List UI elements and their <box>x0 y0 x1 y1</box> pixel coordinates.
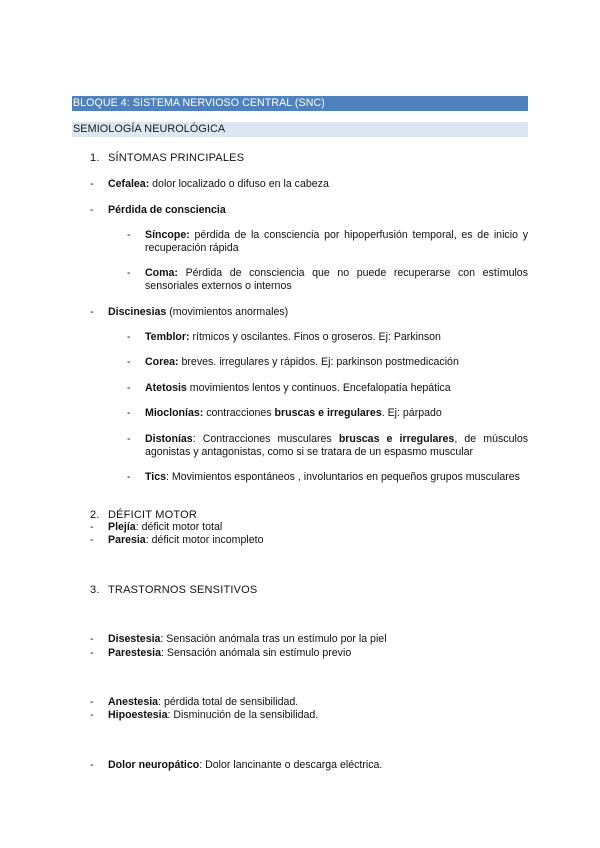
dash-bullet: - <box>90 647 94 659</box>
section-title: SÍNTOMAS PRINCIPALES <box>108 152 245 164</box>
list-item-perdida-consciencia <box>90 204 528 217</box>
dash-bullet: - <box>127 229 131 241</box>
section-number: 2. <box>90 509 100 521</box>
list-item-cefalea <box>90 178 528 191</box>
subheader-band: SEMIOLOGÍA NEUROLÓGICA <box>72 122 528 137</box>
description: : déficit motor total <box>135 521 223 533</box>
emphasis: bruscas e irregulares <box>274 407 382 419</box>
term: Discinesias <box>108 306 167 318</box>
description: , de músculos agonistas y antagonistas, como si se tratara de un espasmo muscular <box>145 433 529 458</box>
section-title: TRASTORNOS SENSITIVOS <box>108 584 258 596</box>
section-number: 3. <box>90 584 100 596</box>
list-item-coma <box>127 267 528 292</box>
term: Corea: <box>145 356 179 368</box>
term: Dolor neuropático <box>108 759 200 771</box>
term: Paresia <box>108 534 146 546</box>
description: : Dolor lancinante o descarga eléctrica. <box>199 759 383 771</box>
header-band: BLOQUE 4: SISTEMA NERVIOSO CENTRAL (SNC) <box>72 96 528 111</box>
section-title: DÉFICIT MOTOR <box>108 509 197 521</box>
term: Tics <box>145 471 167 483</box>
dash-bullet: - <box>90 709 94 721</box>
list-item-atetosis <box>127 382 528 395</box>
term: Parestesia <box>108 647 162 659</box>
list-item-dolor-neuropatico <box>90 759 528 772</box>
dash-bullet: - <box>90 633 94 645</box>
term: Hipoestesia <box>108 709 168 721</box>
description: : Disminución de la sensibilidad. <box>167 709 319 721</box>
dash-bullet: - <box>90 521 94 533</box>
description: rítmicos y oscilantes. Finos o groseros. Ej: Parkinson <box>189 331 441 343</box>
section-1-heading <box>90 152 244 164</box>
dash-bullet: - <box>90 204 94 216</box>
term: Cefalea: <box>108 178 150 190</box>
description: contracciones <box>203 407 275 419</box>
dash-bullet: - <box>90 696 94 708</box>
list-item-distonias <box>127 433 528 458</box>
description: (movimientos anormales) <box>166 306 289 318</box>
description: : déficit motor incompleto <box>145 534 264 546</box>
list-item-temblor <box>127 331 528 344</box>
list-item-anestesia <box>90 696 528 709</box>
list-item-plejia <box>90 521 528 534</box>
list-item-hipoestesia <box>90 709 528 722</box>
list-item-discinesias <box>90 306 528 319</box>
dash-bullet: - <box>127 356 131 368</box>
list-item-corea <box>127 356 528 369</box>
list-item-disestesia <box>90 633 528 646</box>
description: : Contracciones musculares <box>192 433 339 445</box>
dash-bullet: - <box>90 534 94 546</box>
section-3-heading <box>90 584 257 596</box>
term: Temblor: <box>145 331 190 343</box>
term: Mioclonías: <box>145 407 204 419</box>
description: : Sensación anómala tras un estímulo por la piel <box>160 633 387 645</box>
section-number: 1. <box>90 152 100 164</box>
term: Coma: <box>145 267 178 279</box>
section-2-heading <box>90 509 197 521</box>
description: movimientos lentos y continuos. Encefalopatía hepática <box>186 382 451 394</box>
dash-bullet: - <box>127 407 131 419</box>
dash-bullet: - <box>127 267 131 279</box>
term: Distonías <box>145 433 193 445</box>
dash-bullet: - <box>127 433 131 445</box>
dash-bullet: - <box>90 306 94 318</box>
description: : Sensación anómala sin estímulo previo <box>161 647 352 659</box>
dash-bullet: - <box>127 471 131 483</box>
description: : Movimientos espontáneos , involuntarios en pequeños grupos musculares <box>166 471 520 483</box>
list-item-paresia <box>90 534 528 547</box>
description: breves. irregulares y rápidos. Ej: parkinson postmedicación <box>178 356 459 368</box>
list-item-mioclonias <box>127 407 528 420</box>
description: dolor localizado o difuso en la cabeza <box>149 178 329 190</box>
description: Pérdida de consciencia que no puede recuperarse con estímulos sensoriales externos o internos <box>145 267 528 292</box>
list-item-parestesia <box>90 647 528 660</box>
dash-bullet: - <box>127 331 131 343</box>
dash-bullet: - <box>90 178 94 190</box>
description: . Ej: párpado <box>381 407 442 419</box>
dash-bullet: - <box>127 382 131 394</box>
term: Pérdida de consciencia <box>108 204 226 216</box>
dash-bullet: - <box>90 759 94 771</box>
description: : pérdida total de sensibilidad. <box>158 696 299 708</box>
list-item-sincope <box>127 229 528 254</box>
term: Plejía <box>108 521 136 533</box>
term: Síncope: <box>145 229 190 241</box>
term: Atetosis <box>145 382 187 394</box>
term: Disestesia <box>108 633 161 645</box>
description: pérdida de la consciencia por hipoperfusión temporal, es de inicio y recuperación rápida <box>145 229 528 254</box>
term: Anestesia <box>108 696 159 708</box>
list-item-tics <box>127 471 528 484</box>
emphasis: bruscas e irregulares <box>338 433 455 445</box>
